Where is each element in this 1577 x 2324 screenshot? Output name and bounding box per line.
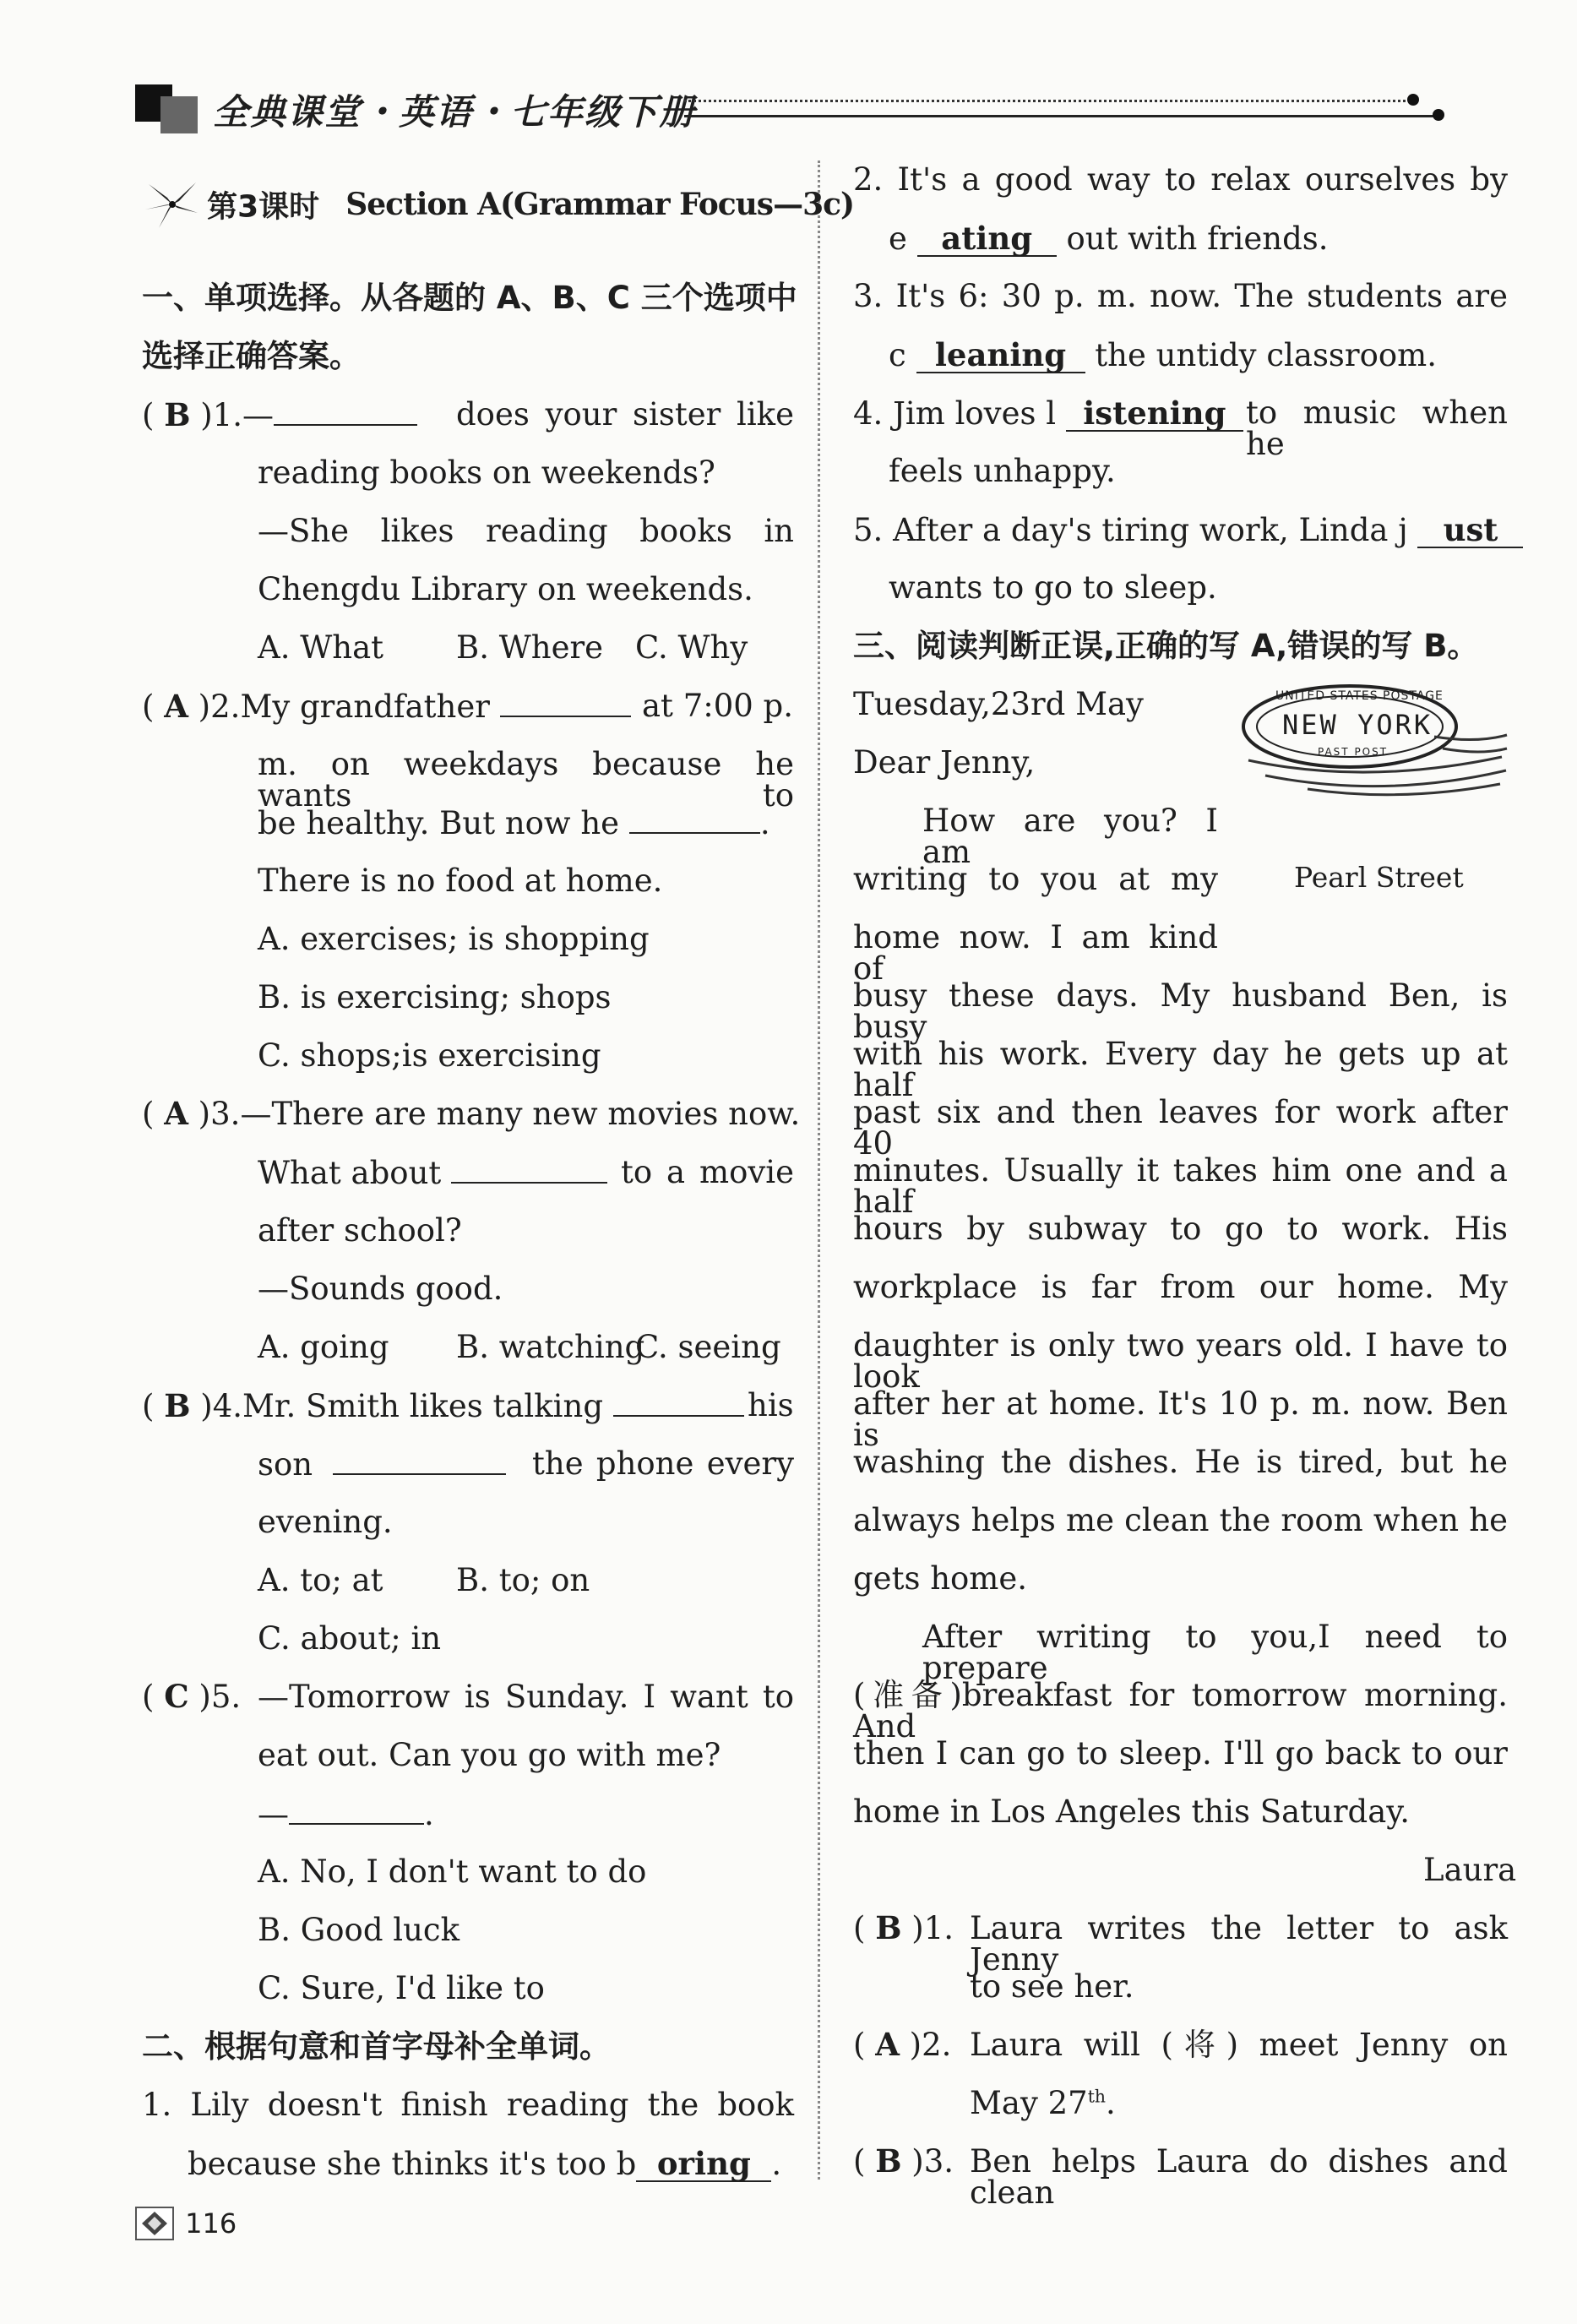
fill-item-1: 1. Lily doesn't finish reading the book	[142, 2087, 794, 2123]
option-c: C. shops;is exercising	[258, 1037, 601, 1074]
filled-word: ust	[1417, 514, 1523, 548]
letter-line: then I can go to sleep. I'll go back to our	[853, 1735, 1508, 1772]
mc-question-4: ( B )4.Mr. Smith likes talking	[142, 1390, 744, 1422]
mc-question-1: ( B )1.—	[142, 399, 417, 431]
fill-item-4: 4. Jim loves l istening	[853, 397, 1243, 432]
option-c: C. seeing	[635, 1329, 781, 1365]
stamp-top-text: UNITED STATES POSTAGE	[1275, 689, 1444, 703]
stamp-bottom-text: PAST POST	[1318, 746, 1389, 758]
option-a: A. exercises; is shopping	[258, 921, 650, 957]
option-b: B. watching	[456, 1329, 645, 1365]
letter-line: after her at home. It's 10 p. m. now. Ben is	[853, 1385, 1508, 1453]
header-dot	[1407, 94, 1419, 106]
option-b: B. Where	[456, 629, 604, 666]
answer-mark: A	[875, 2026, 900, 2063]
answer-blank	[333, 1448, 506, 1475]
option-c: C. Sure, I'd like to	[258, 1970, 545, 2006]
lesson-number: 第3课时	[207, 189, 320, 225]
workbook-page: 全典课堂・英语・七年级下册 第3课时 Section A(Grammar Focus—3c) 一、单项选择。从各题的 A、B、C 三个选项中 选择正确答案。 ( B )1.— does your sister like reading books on weekends? —She likes reading books in Chengdu Library on weekends. A. What B. Where C. Why ( A )2.My grandfather at 7:00 p. m. on weekdays because he wants to be healthy. But now he . There is no food at home. A. exercises; is shopping B. is exercising; shops C. shops;is exercising ( A )3.—There are many new movies now. What about to a movie after school? —Sounds good. A. going B. watching C. seeing ( B )4.Mr. Smith likes talking his son the phone every evening. A. to; at B. to; on C. about; in ( C )5. —Tomorrow is Sunday. I want to eat out. Can you go with me? — . A. No, I don't want to do B. Good luck C. Sure, I'd like to 二、根据句意和首字母补全单词。 1. Lily doesn't finish reading the book because she thinks it's too b oring . 2. It's a good way to relax ourselves by e ating out with friends. 3. It's 6: 30 p. m. now. The students are c leaning the untidy classroom. 4. Jim loves l istening to music when he feels unhappy. 5. After a day's tiring work, Linda j ust wants to go to sleep. 三、阅读判断正误,正确的写 A,错误的写 B。 UNITED STATES POSTAGE NEW YORK PAST POST Pearl Street Tuesday,23rd May Dear Jenny, How are you? I am writing to you at my home now. I am kind of busy these days. My husband Ben, is busy with his work. Every day he gets up at half past six and then leaves for work after 40 minutes. Usually it takes him one and a half hours by subway to go to work. His workplace is far from our home. My daughter is only two years old. I have to look after her at home. It's 10 p. m. now. Ben is washing the dishes. He is tired, but he always helps me clean the room when he gets home. After writing to you,I need to prepare (准备)breakfast for tomorrow morning. And then I can go to sleep. I'll go back to our home in Los Angeles this Saturday. Laura ( B )1. Laura writes the letter to ask Jenny to see her. ( A )2. Laura will (将) meet Jenny on May 27th. ( B )3. Ben helps Laura do dishes and clean 116	[0, 0, 1577, 2324]
stamp-caption: Pearl Street	[1294, 861, 1464, 894]
mc-question-3: ( A )3.—There are many new movies now.	[142, 1095, 801, 1132]
letter-line: past six and then leaves for work after 40	[853, 1094, 1508, 1162]
filled-word: oring	[636, 2147, 771, 2182]
part1-heading-line1: 一、单项选择。从各题的 A、B、C 三个选项中	[142, 280, 797, 316]
book-title: 全典课堂・英语・七年级下册	[213, 91, 697, 133]
letter-line: writing to you at my	[853, 861, 1218, 897]
option-c: C. about; in	[258, 1620, 442, 1657]
option-b: B. Good luck	[258, 1912, 460, 1948]
lesson-title	[142, 179, 854, 230]
answer-mark: A	[164, 688, 188, 725]
mc-question-2: ( A )2.My grandfather	[142, 690, 631, 722]
part2-heading: 二、根据句意和首字母补全单词。	[142, 2028, 611, 2065]
lesson-section: Section A(Grammar Focus—3c)	[345, 187, 855, 222]
letter-line: washing the dishes. He is tired, but he	[853, 1444, 1508, 1480]
letter-line: hours by subway to go to work. His	[853, 1211, 1508, 1247]
letter-line: How are you? I am	[922, 803, 1218, 870]
letter-line: minutes. Usually it takes him one and a half	[853, 1152, 1508, 1220]
letter-line: daughter is only two years old. I have to look	[853, 1327, 1508, 1395]
answer-blank	[613, 1390, 744, 1417]
letter-greeting: Dear Jenny,	[853, 744, 1036, 781]
option-a: A. to; at	[258, 1562, 383, 1598]
header-dotted-rule	[684, 100, 1411, 102]
filled-word: istening	[1066, 397, 1243, 432]
answer-blank	[500, 690, 631, 717]
filled-word: leaning	[916, 339, 1085, 373]
letter-line: After writing to you,I need to prepare	[922, 1619, 1508, 1686]
fill-item-5: 5. After a day's tiring work, Linda j ust	[853, 514, 1523, 548]
option-b: B. is exercising; shops	[258, 979, 612, 1015]
letter-line: always helps me clean the room when he	[853, 1502, 1508, 1538]
page-number: 116	[185, 2207, 237, 2240]
option-a: A. going	[258, 1329, 389, 1365]
letter-line: busy these days. My husband Ben, is busy	[853, 977, 1508, 1045]
letter-signature: Laura	[1423, 1852, 1517, 1888]
option-a: A. No, I don't want to do	[258, 1853, 647, 1890]
option-b: B. to; on	[456, 1562, 590, 1598]
answer-mark: B	[164, 396, 191, 433]
page-footer	[135, 2207, 237, 2240]
header-rule	[684, 115, 1436, 117]
fill-item-3: 3. It's 6: 30 p. m. now. The students are	[853, 278, 1508, 314]
diamond-icon	[135, 2207, 174, 2240]
mc-question-5: ( C )5.	[142, 1678, 242, 1715]
answer-blank	[289, 1798, 424, 1825]
part3-heading: 三、阅读判断正误,正确的写 A,错误的写 B。	[853, 628, 1479, 664]
column-divider	[818, 161, 820, 2180]
answer-blank	[274, 399, 417, 426]
letter-line: workplace is far from our home. My	[853, 1269, 1508, 1305]
letter-line: gets home.	[853, 1560, 1028, 1597]
answer-mark: B	[164, 1387, 191, 1424]
letter-line: home in Los Angeles this Saturday.	[853, 1793, 1411, 1830]
filled-word: ating	[917, 222, 1057, 257]
tf-question-2: ( A )2.	[853, 2026, 952, 2063]
letter-line: (准备)breakfast for tomorrow morning. And	[853, 1677, 1508, 1744]
answer-mark: B	[875, 1909, 902, 1946]
stamp-city: NEW YORK	[1282, 709, 1433, 741]
letter-line: home now. I am kind of	[853, 919, 1218, 987]
option-c: C. Why	[635, 629, 748, 666]
pinwheel-icon	[142, 179, 203, 230]
part1-heading-line2: 选择正确答案。	[142, 338, 361, 374]
answer-blank	[451, 1157, 607, 1184]
answer-mark: C	[164, 1678, 189, 1715]
header-dot	[1433, 109, 1444, 121]
tf-question-3: ( B )3.	[853, 2142, 954, 2180]
answer-mark: B	[875, 2142, 902, 2180]
option-a: A. What	[258, 629, 384, 666]
fill-item-2: 2. It's a good way to relax ourselves by	[853, 161, 1508, 198]
page-header	[135, 78, 1436, 137]
tf-question-1: ( B )1.	[853, 1909, 954, 1946]
answer-mark: A	[164, 1095, 188, 1132]
answer-blank	[629, 807, 760, 834]
letter-date: Tuesday,23rd May	[853, 686, 1144, 722]
letter-line: with his work. Every day he gets up at half	[853, 1036, 1508, 1103]
header-square-shadow	[160, 96, 198, 133]
